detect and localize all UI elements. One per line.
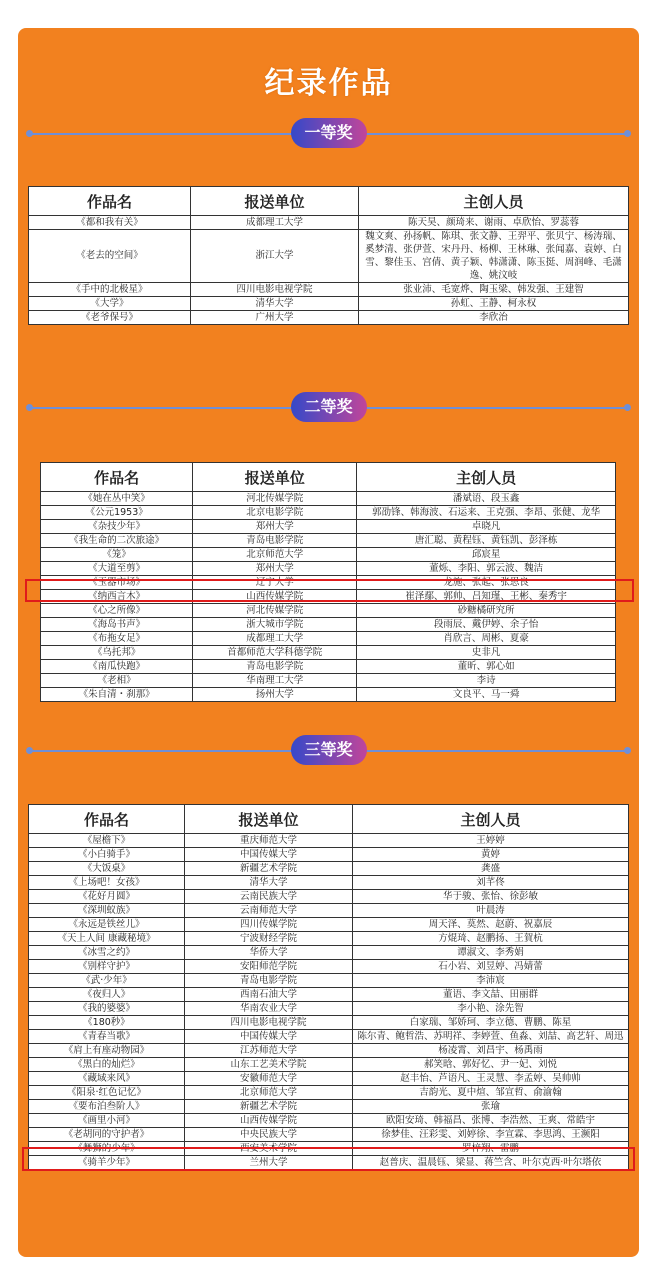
work-title-cell: 《老胡同的守护者》: [29, 1128, 185, 1142]
school-cell: 四川电影电视学院: [191, 283, 359, 297]
table-row: [29, 1016, 629, 1030]
column-header: 报送单位: [185, 805, 353, 834]
school-cell: 成都理工大学: [193, 632, 357, 646]
highlight-box: [25, 579, 634, 602]
table-row: [41, 534, 616, 548]
work-title-cell: 《骑羊少年》: [29, 1156, 185, 1170]
work-title-cell: 《花好月圆》: [29, 890, 185, 904]
school-cell: 青岛电影学院: [185, 974, 353, 988]
school-cell: 山东工艺美术学院: [185, 1058, 353, 1072]
school-cell: 中央民族大学: [185, 1128, 353, 1142]
divider-dot: [26, 130, 33, 137]
school-cell: 重庆师范大学: [185, 834, 353, 848]
work-title-cell: 《朱自清・刹那》: [41, 688, 193, 702]
work-title-cell: 《肩上有座动物园》: [29, 1044, 185, 1058]
school-cell: 首都师范大学科德学院: [193, 646, 357, 660]
work-title-cell: 《大道至剪》: [41, 562, 193, 576]
table-row: [29, 862, 629, 876]
work-title-cell: 《屋檐下》: [29, 834, 185, 848]
creators-cell: 卓晓凡: [357, 520, 616, 534]
creators-cell: 张业沛、毛宽烨、陶玉梁、韩发强、王建智: [359, 283, 629, 297]
table-row: [29, 283, 629, 297]
work-title-cell: 《纳西言木》: [41, 590, 193, 604]
creators-cell: 刘芊佟: [353, 876, 629, 890]
page-title: 纪录作品: [264, 66, 393, 101]
school-cell: 中国传媒大学: [185, 848, 353, 862]
table-row: [29, 1072, 629, 1086]
school-cell: 北京师范大学: [185, 1086, 353, 1100]
school-cell: 新疆艺术学院: [185, 862, 353, 876]
work-title-cell: 《深圳蚁族》: [29, 904, 185, 918]
creators-cell: 杨凌霄、刘昌宇、杨禹雨: [353, 1044, 629, 1058]
work-title-cell: 《大饭桌》: [29, 862, 185, 876]
section-header-second-prize: [28, 392, 629, 424]
table-row: [29, 216, 629, 230]
work-title-cell: 《别样守护》: [29, 960, 185, 974]
table-row: [29, 890, 629, 904]
table-row: [29, 918, 629, 932]
table-header-row: [29, 805, 629, 834]
creators-cell: 唐汇聪、黄程钰、黄钰凯、彭泽栋: [357, 534, 616, 548]
work-title-cell: 《我生命的二次旅途》: [41, 534, 193, 548]
work-title-cell: 《青春当歌》: [29, 1030, 185, 1044]
school-cell: 郑州大学: [193, 520, 357, 534]
creators-cell: 白家瑞、邹娇珂、李立德、曹鹏、陈星: [353, 1016, 629, 1030]
creators-cell: 李沛宸: [353, 974, 629, 988]
school-cell: 四川传媒学院: [185, 918, 353, 932]
creators-cell: 李小艳、涂先智: [353, 1002, 629, 1016]
school-cell: 宁波财经学院: [185, 932, 353, 946]
work-title-cell: 《老相》: [41, 674, 193, 688]
creators-cell: 段雨辰、戴伊婷、余子怡: [357, 618, 616, 632]
work-title-cell: 《手中的北极星》: [29, 283, 191, 297]
column-header: 报送单位: [191, 187, 359, 216]
table-row: [41, 660, 616, 674]
school-cell: 江苏师范大学: [185, 1044, 353, 1058]
work-title-cell: 《舞狮的少年》: [29, 1142, 185, 1156]
creators-cell: 王婷婷: [353, 834, 629, 848]
school-cell: 新疆艺术学院: [185, 1100, 353, 1114]
work-title-cell: 《杂技少年》: [41, 520, 193, 534]
school-cell: 山西传媒学院: [185, 1114, 353, 1128]
school-cell: 北京电影学院: [193, 506, 357, 520]
table-row: [41, 688, 616, 702]
school-cell: 中国传媒大学: [185, 1030, 353, 1044]
work-title-cell: 《天上人间 康藏秘境》: [29, 932, 185, 946]
creators-cell: 郝笑晗、郭好忆、尹一妃、刘悦: [353, 1058, 629, 1072]
table-row: [29, 988, 629, 1002]
creators-cell: 董语、李文喆、田丽群: [353, 988, 629, 1002]
table-row: [41, 548, 616, 562]
table-row: [41, 618, 616, 632]
creators-cell: 黄婷: [353, 848, 629, 862]
table-row: [41, 674, 616, 688]
creators-cell: 周天泽、莫然、赵蔚、祝嘉辰: [353, 918, 629, 932]
creators-cell: 砂糖橘研究所: [357, 604, 616, 618]
creators-cell: 陈天昊、颜琦来、谢雨、卓欣怡、罗蕊蓉: [359, 216, 629, 230]
creators-cell: 潘斌语、段玉鑫: [357, 492, 616, 506]
creators-cell: 邱宸星: [357, 548, 616, 562]
school-cell: 浙江大学: [191, 230, 359, 283]
table-row: [29, 1044, 629, 1058]
creators-cell: 方焜琦、赵鹏扬、王賀杭: [353, 932, 629, 946]
school-cell: 四川电影电视学院: [185, 1016, 353, 1030]
highlight-box: [22, 1147, 635, 1171]
school-cell: 西南石油大学: [185, 988, 353, 1002]
creators-cell: 郭劭锋、韩海波、石运来、王克强、李昂、张健、龙华: [357, 506, 616, 520]
creators-cell: 史非凡: [357, 646, 616, 660]
work-title-cell: 《夜归人》: [29, 988, 185, 1002]
column-header: 作品名: [29, 805, 185, 834]
divider-dot: [624, 404, 631, 411]
school-cell: 安徽师范大学: [185, 1072, 353, 1086]
creators-cell: 孙虹、王静、柯永权: [359, 297, 629, 311]
school-cell: 华南理工大学: [193, 674, 357, 688]
column-header: 作品名: [29, 187, 191, 216]
award-badge: 一等奖: [291, 118, 367, 148]
award-table: [28, 186, 629, 325]
table-row: [41, 604, 616, 618]
column-header: 主创人员: [353, 805, 629, 834]
school-cell: 河北传媒学院: [193, 604, 357, 618]
work-title-cell: 《笼》: [41, 548, 193, 562]
school-cell: 青岛电影学院: [193, 534, 357, 548]
section-header-third-prize: [28, 735, 629, 767]
creators-cell: 徐梦佳、汪彩雯、刘婷徐、李宣霖、李思鸿、王濒阳: [353, 1128, 629, 1142]
table-row: [29, 1100, 629, 1114]
creators-cell: 文良平、马一舜: [357, 688, 616, 702]
school-cell: 华南农业大学: [185, 1002, 353, 1016]
table-row: [41, 562, 616, 576]
table-row: [29, 230, 629, 283]
work-title-cell: 《布拖女足》: [41, 632, 193, 646]
table-row: [29, 1128, 629, 1142]
work-title-cell: 《上场吧！女孩》: [29, 876, 185, 890]
first-prize-table: [28, 186, 629, 325]
award-badge: 二等奖: [291, 392, 367, 422]
school-cell: 华侨大学: [185, 946, 353, 960]
school-cell: 北京师范大学: [193, 548, 357, 562]
work-title-cell: 《冰雪之约》: [29, 946, 185, 960]
school-cell: 云南师范大学: [185, 904, 353, 918]
school-cell: 青岛电影学院: [193, 660, 357, 674]
table-row: [29, 1114, 629, 1128]
creators-cell: 谭淑文、李秀娟: [353, 946, 629, 960]
work-title-cell: 《玉器市场》: [41, 576, 193, 590]
school-cell: 云南民族大学: [185, 890, 353, 904]
school-cell: 广州大学: [191, 311, 359, 325]
table-row: [29, 848, 629, 862]
creators-cell: 叶晨涛: [353, 904, 629, 918]
third-prize-table: [28, 804, 629, 1170]
divider-dot: [624, 747, 631, 754]
school-cell: 西安美术学院: [185, 1142, 353, 1156]
work-title-cell: 《老去的空间》: [29, 230, 191, 283]
school-cell: 成都理工大学: [191, 216, 359, 230]
school-cell: 安阳师范学院: [185, 960, 353, 974]
work-title-cell: 《乌托邦》: [41, 646, 193, 660]
creators-cell: 董昕、郭心如: [357, 660, 616, 674]
school-cell: 清华大学: [191, 297, 359, 311]
table-header-row: [29, 187, 629, 216]
table-row: [41, 646, 616, 660]
table-row: [29, 1086, 629, 1100]
work-title-cell: 《心之所像》: [41, 604, 193, 618]
creators-cell: 魏文爽、孙扬帆、陈琪、张文静、王羿平、张贝宁、杨涛瑞、奚梦清、张伊萱、宋丹丹、杨柳、王林琳、张闻嘉、袁婷、白雪、黎佳玉、宫倩、黄子颖、韩潇潇、陈玉挺、周润峰、毛潇逸、姚汶岐: [359, 230, 629, 283]
creators-cell: 李诗: [357, 674, 616, 688]
table-row: [29, 932, 629, 946]
creators-cell: 石小岩、刘昱婷、冯婧蕾: [353, 960, 629, 974]
work-title-cell: 《画里小河》: [29, 1114, 185, 1128]
creators-cell: 欧阳安琦、韩福昌、张博、李浩然、王爽、常皓宇: [353, 1114, 629, 1128]
creators-cell: 龙施、张起、张思良: [357, 576, 616, 590]
divider-dot: [26, 404, 33, 411]
work-title-cell: 《阳泉·红色记忆》: [29, 1086, 185, 1100]
work-title-cell: 《老爷保号》: [29, 311, 191, 325]
school-cell: 扬州大学: [193, 688, 357, 702]
creators-cell: 华于骏、张怡、徐彭敏: [353, 890, 629, 904]
school-cell: 河北传媒学院: [193, 492, 357, 506]
table-row: [29, 876, 629, 890]
table-row: [29, 960, 629, 974]
table-row: [29, 1002, 629, 1016]
creators-cell: 崔泽鄢、郭帅、吕知瑾、王彬、秦秀宇: [357, 590, 616, 604]
section-header-first-prize: [28, 118, 629, 150]
award-table: [28, 804, 629, 1170]
school-cell: 辽宁大学: [193, 576, 357, 590]
work-title-cell: 《大学》: [29, 297, 191, 311]
work-title-cell: 《我的婆婆》: [29, 1002, 185, 1016]
school-cell: 山西传媒学院: [193, 590, 357, 604]
table-row: [29, 904, 629, 918]
creators-cell: 李欣治: [359, 311, 629, 325]
work-title-cell: 《海岛书声》: [41, 618, 193, 632]
column-header: 作品名: [41, 463, 193, 492]
work-title-cell: 《武·少年》: [29, 974, 185, 988]
creators-cell: 肖欣言、周彬、夏豪: [357, 632, 616, 646]
table-row: [29, 974, 629, 988]
column-header: 报送单位: [193, 463, 357, 492]
table-row: [41, 492, 616, 506]
school-cell: 兰州大学: [185, 1156, 353, 1170]
work-title-cell: 《永远是铁丝儿》: [29, 918, 185, 932]
work-title-cell: 《要布泊叁阶人》: [29, 1100, 185, 1114]
school-cell: 清华大学: [185, 876, 353, 890]
column-header: 主创人员: [359, 187, 629, 216]
table-header-row: [41, 463, 616, 492]
table-row: [41, 520, 616, 534]
work-title-cell: 《南瓜快跑》: [41, 660, 193, 674]
work-title-cell: 《公元1953》: [41, 506, 193, 520]
table-row: [29, 311, 629, 325]
divider-dot: [26, 747, 33, 754]
work-title-cell: 《她在丛中笑》: [41, 492, 193, 506]
table-row: [29, 297, 629, 311]
divider-dot: [624, 130, 631, 137]
creators-cell: 陈尔青、鲍哲浩、苏明祥、李婷萱、鱼淼、刘喆、高艺轩、周迅: [353, 1030, 629, 1044]
table-row: [29, 1030, 629, 1044]
school-cell: 浙大城市学院: [193, 618, 357, 632]
creators-cell: 赵普庆、温晨钰、梁显、蒋竺含、叶尔克西·叶尔塔依: [353, 1156, 629, 1170]
creators-cell: 龚盛: [353, 862, 629, 876]
table-row: [29, 946, 629, 960]
work-title-cell: 《小白骑手》: [29, 848, 185, 862]
table-row: [41, 632, 616, 646]
table-row: [29, 834, 629, 848]
work-title-cell: 《180秒》: [29, 1016, 185, 1030]
work-title-cell: 《黑白的灿烂》: [29, 1058, 185, 1072]
creators-cell: 董烁、李阳、郭云波、魏洁: [357, 562, 616, 576]
creators-cell: 吉韵光、夏中煊、邹宣哲、俞渝翰: [353, 1086, 629, 1100]
creators-cell: 罗梓翔、雷鹏: [353, 1142, 629, 1156]
award-badge: 三等奖: [291, 735, 367, 765]
creators-cell: 赵丰怡、芦语凡、王灵慧、李孟婷、吴帅帅: [353, 1072, 629, 1086]
awards-card: [18, 28, 639, 1257]
table-row: [29, 1058, 629, 1072]
table-row: [41, 506, 616, 520]
creators-cell: 张瑜: [353, 1100, 629, 1114]
work-title-cell: 《藏域来风》: [29, 1072, 185, 1086]
column-header: 主创人员: [357, 463, 616, 492]
school-cell: 郑州大学: [193, 562, 357, 576]
work-title-cell: 《都和我有关》: [29, 216, 191, 230]
